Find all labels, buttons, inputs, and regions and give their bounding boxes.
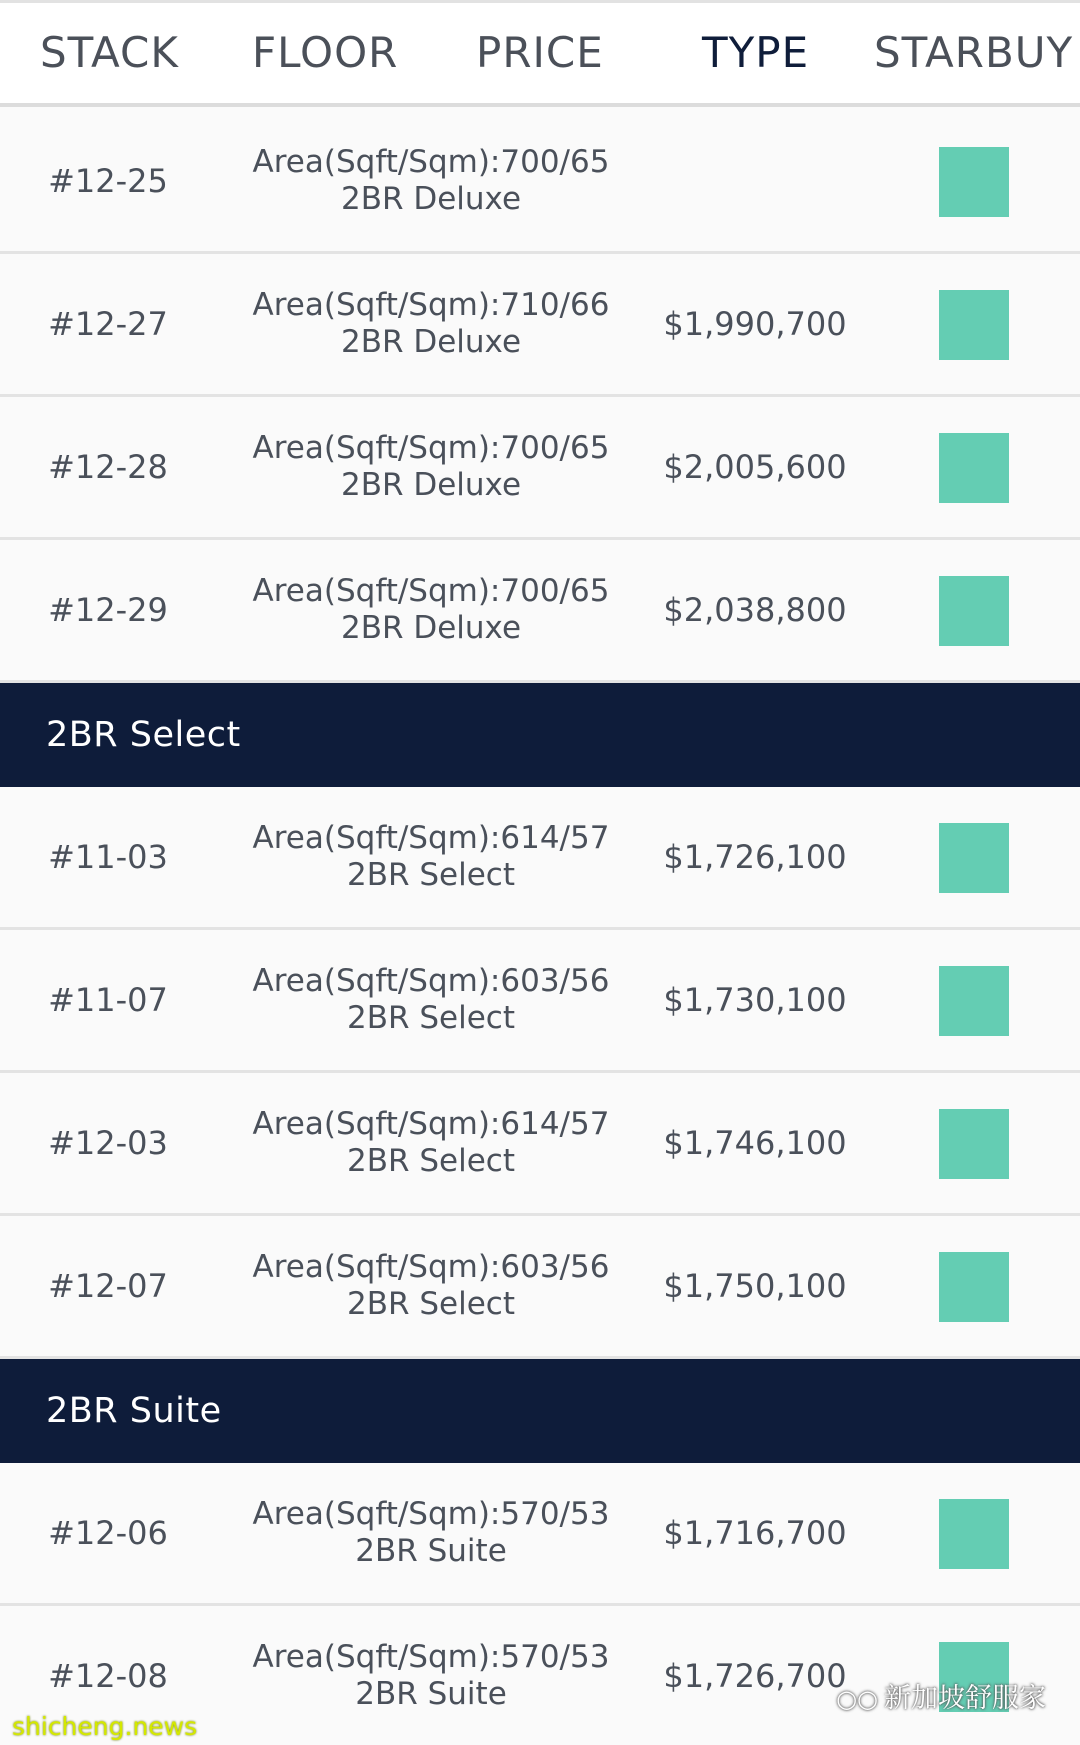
unit-floor-cell (216, 254, 646, 394)
starbuy-swatch[interactable] (939, 576, 1009, 646)
unit-floor-cell (216, 111, 646, 251)
unit-type: 2BR Suite (355, 1533, 507, 1569)
starbuy-swatch[interactable] (939, 290, 1009, 360)
unit-price: $1,726,700 (663, 1657, 847, 1695)
unit-area: Area(Sqft/Sqm):570/53 (252, 1639, 610, 1675)
column-header-price[interactable]: PRICE (476, 28, 604, 77)
unit-type: 2BR Select (346, 857, 516, 893)
source-credit: shicheng.news (12, 1712, 198, 1741)
unit-stack: #12-25 (48, 162, 168, 200)
unit-row[interactable] (0, 787, 1080, 930)
unit-price: $1,716,700 (663, 1514, 847, 1552)
unit-stack: #12-06 (48, 1514, 168, 1552)
unit-row[interactable] (0, 111, 1080, 254)
unit-price: $2,038,800 (663, 591, 847, 629)
column-header-type[interactable]: TYPE (702, 28, 810, 77)
unit-row[interactable] (0, 254, 1080, 397)
unit-floor-cell (216, 930, 646, 1070)
unit-stack: #11-07 (48, 981, 168, 1019)
wechat-icon: ○○ (836, 1685, 878, 1713)
unit-stack: #12-29 (48, 591, 168, 629)
unit-area: Area(Sqft/Sqm):700/65 (252, 144, 610, 180)
unit-type: 2BR Deluxe (340, 324, 522, 360)
unit-type: 2BR Suite (355, 1676, 507, 1712)
unit-price: $2,005,600 (663, 448, 847, 486)
unit-type: 2BR Select (346, 1143, 516, 1179)
unit-price: $1,750,100 (663, 1267, 847, 1305)
watermark-text: 新加坡舒服家 (884, 1683, 1046, 1714)
unit-type: 2BR Deluxe (340, 467, 522, 503)
unit-price: $1,990,700 (663, 305, 847, 343)
unit-price (646, 111, 864, 251)
unit-floor-cell (216, 397, 646, 537)
group-banner: 2BR Select (0, 683, 1080, 787)
unit-price: $1,746,100 (663, 1124, 847, 1162)
unit-type: 2BR Select (346, 1000, 516, 1036)
starbuy-swatch[interactable] (939, 1109, 1009, 1179)
unit-row[interactable] (0, 1463, 1080, 1606)
unit-area: Area(Sqft/Sqm):570/53 (252, 1496, 610, 1532)
unit-stack: #11-03 (48, 838, 168, 876)
unit-area: Area(Sqft/Sqm):614/57 (252, 1106, 610, 1142)
starbuy-swatch[interactable] (939, 823, 1009, 893)
unit-floor-cell (216, 1463, 646, 1603)
starbuy-swatch[interactable] (939, 1252, 1009, 1322)
column-header-floor[interactable]: FLOOR (252, 28, 399, 77)
unit-row[interactable] (0, 397, 1080, 540)
starbuy-swatch[interactable] (939, 147, 1009, 217)
group-banner: 2BR Suite (0, 1359, 1080, 1463)
unit-row[interactable] (0, 1073, 1080, 1216)
starbuy-swatch[interactable] (939, 433, 1009, 503)
unit-floor-cell (216, 1216, 646, 1356)
unit-stack: #12-27 (48, 305, 168, 343)
unit-stack: #12-28 (48, 448, 168, 486)
unit-area: Area(Sqft/Sqm):614/57 (252, 820, 610, 856)
unit-area: Area(Sqft/Sqm):700/65 (252, 430, 610, 466)
unit-type: 2BR Deluxe (340, 610, 522, 646)
unit-type: 2BR Deluxe (340, 181, 522, 217)
unit-area: Area(Sqft/Sqm):603/56 (252, 963, 610, 999)
unit-area: Area(Sqft/Sqm):710/66 (252, 287, 610, 323)
unit-row[interactable] (0, 540, 1080, 683)
unit-area: Area(Sqft/Sqm):700/65 (252, 573, 610, 609)
unit-floor-cell (216, 540, 646, 680)
unit-row[interactable] (0, 1216, 1080, 1359)
starbuy-swatch[interactable] (939, 966, 1009, 1036)
unit-type: 2BR Select (346, 1286, 516, 1322)
unit-floor-cell (216, 1606, 646, 1745)
unit-stack: #12-07 (48, 1267, 168, 1305)
table-header (0, 3, 1080, 107)
unit-area: Area(Sqft/Sqm):603/56 (252, 1249, 610, 1285)
wechat-watermark (836, 1676, 1046, 1715)
unit-price: $1,726,100 (663, 838, 847, 876)
unit-stack: #12-08 (48, 1657, 168, 1695)
unit-stack: #12-03 (48, 1124, 168, 1162)
starbuy-swatch[interactable] (939, 1499, 1009, 1569)
unit-table-body (0, 111, 1080, 1745)
column-header-stack[interactable]: STACK (40, 28, 179, 77)
unit-floor-cell (216, 787, 646, 927)
unit-price: $1,730,100 (663, 981, 847, 1019)
unit-floor-cell (216, 1073, 646, 1213)
column-header-starbuy[interactable]: STARBUY (874, 28, 1074, 77)
unit-row[interactable] (0, 930, 1080, 1073)
